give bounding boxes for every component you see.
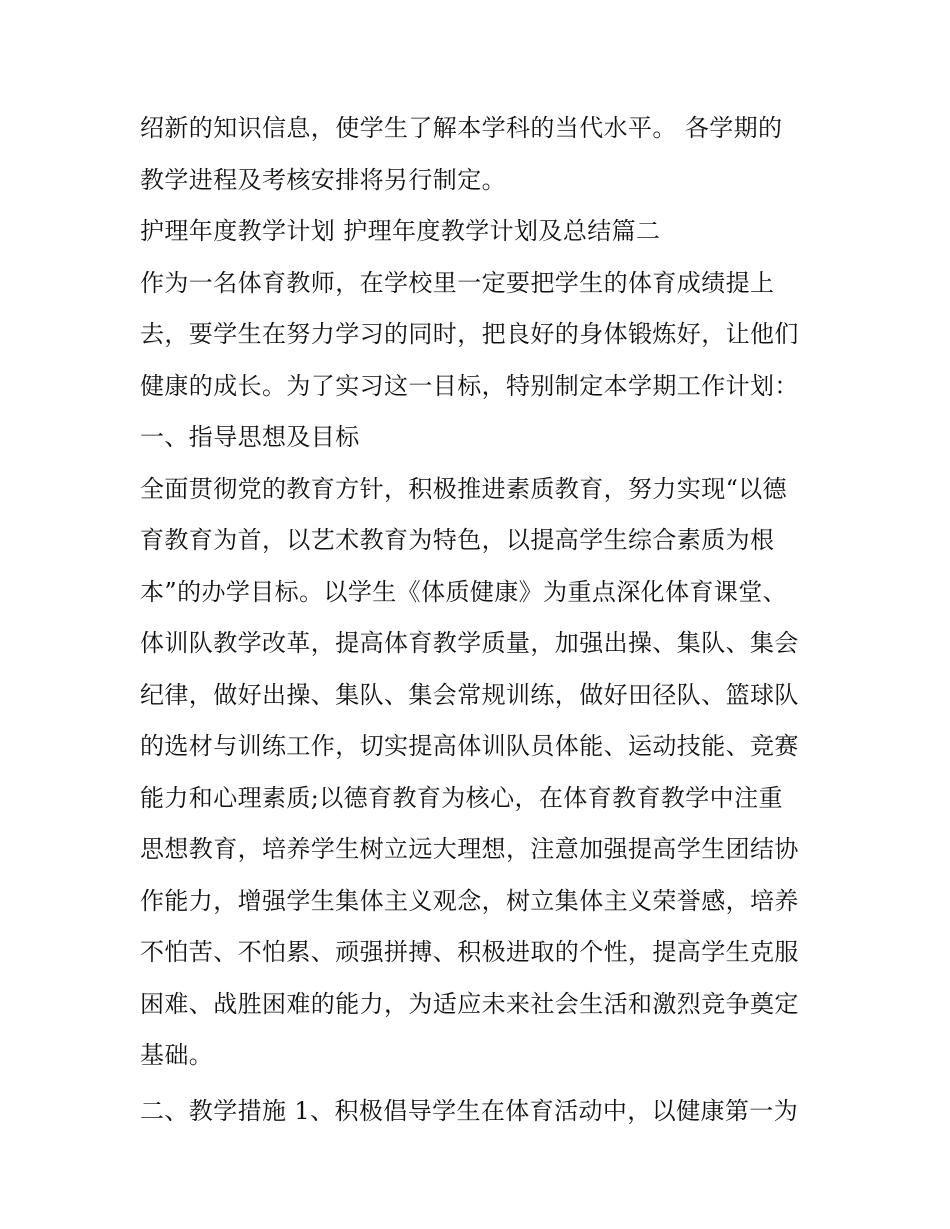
text-line: 体训队教学改革，提高体育教学质量，加强出操、集队、集会 xyxy=(140,629,799,657)
text-line: 思想教育，培养学生树立远大理想，注意加强提高学生团结协 xyxy=(140,835,799,863)
text-line: 不怕苦、不怕累、顽强拼搏、积极进取的个性，提高学生克服 xyxy=(140,938,799,966)
section-heading: 一、指导思想及目标 xyxy=(140,423,360,451)
section-heading: 护理年度教学计划 护理年度教学计划及总结篇二 xyxy=(140,217,661,245)
text-line: 作为一名体育教师，在学校里一定要把学生的体育成绩提上 xyxy=(140,268,775,297)
text-line: 本”的办学目标。以学生《体质健康》为重点深化体育课堂、 xyxy=(140,577,788,606)
text-line: 去，要学生在努力学习的同时，把良好的身体锻炼好，让他们 xyxy=(140,320,799,348)
text-line: 纪律，做好出操、集队、集会常规训练，做好田径队、篮球队 xyxy=(140,680,799,709)
text-line: 的选材与训练工作，切实提高体训队员体能、运动技能、竞赛 xyxy=(140,732,799,760)
section-heading: 二、教学措施 1、积极倡导学生在体育活动中，以健康第一为 xyxy=(140,1096,799,1125)
text-line: 全面贯彻党的教育方针，积极推进素质教育，努力实现“以德 xyxy=(140,474,788,503)
text-line: 绍新的知识信息，使学生了解本学科的当代水平。 各学期的 xyxy=(140,114,783,142)
document-body xyxy=(140,103,820,1137)
text-line: 健康的成长。为了实习这一目标，特别制定本学期工作计划： xyxy=(140,371,799,400)
text-line: 基础。 xyxy=(140,1041,214,1069)
text-line: 教学进程及考核安排将另行制定。 xyxy=(140,165,506,194)
text-line: 作能力，增强学生集体主义观念，树立集体主义荣誉感，培养 xyxy=(140,886,799,915)
text-line: 能力和心理素质;以德育教育为核心，在体育教育教学中注重 xyxy=(140,783,783,812)
text-line: 育教育为首，以艺术教育为特色，以提高学生综合素质为根 xyxy=(140,526,775,554)
text-line: 困难、战胜困难的能力，为适应未来社会生活和激烈竞争奠定 xyxy=(140,989,799,1018)
